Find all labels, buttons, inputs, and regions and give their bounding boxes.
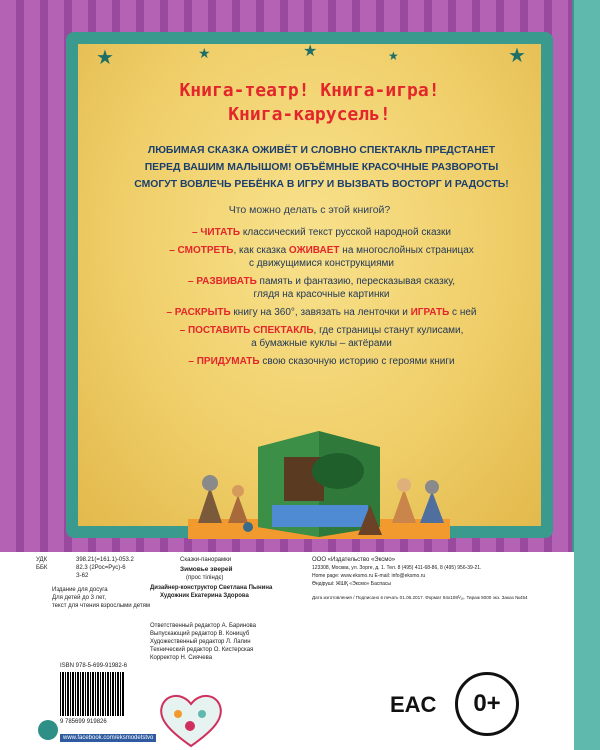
credit-line: Художественный редактор Л. Лапин <box>150 639 251 645</box>
author-code: З-62 <box>76 573 89 579</box>
eac-mark: EAC <box>390 692 437 717</box>
bbk-value: 82.3 (2Рос=Рус)-6 <box>76 565 126 571</box>
book-subtitle: (прос тіліндє) <box>186 575 224 581</box>
star-icon: ★ <box>508 45 526 67</box>
barcode <box>60 672 124 716</box>
feature-text: , где страницы станут кулисами, <box>313 325 464 336</box>
edition-note: Издание для досуга <box>52 587 108 593</box>
imprint-section <box>0 552 574 750</box>
intro-line: ЛЮБИМАЯ СКАЗКА ОЖИВЁТ И СЛОВНО СПЕКТАКЛЬ ПРЕДСТАНЕТ <box>147 145 496 156</box>
feature-text: , как сказка <box>233 245 289 256</box>
barcode-digits: 9 785699 919826 <box>60 719 107 725</box>
eksmo-logo <box>38 720 58 740</box>
isbn: ISBN 978-5-699-91982-6 <box>60 663 128 669</box>
publisher-site: Home page: www.eksmo.ru E-mail: info@eksmo.ru <box>312 573 426 579</box>
star-icon: ★ <box>303 43 318 60</box>
pop-up-book-illustration <box>188 427 450 539</box>
star-icon: ★ <box>198 45 211 61</box>
features-question: Что можно делать с этой книгой? <box>228 204 391 216</box>
feature-line <box>86 244 557 257</box>
feature-text: память и фантазию, пересказывая сказку, <box>256 276 455 287</box>
headline-line-2: Книга-карусель! <box>228 104 391 125</box>
spine <box>572 0 600 750</box>
info-panel <box>66 32 553 538</box>
publisher-name: ООО «Издательство «Эксмо» <box>312 557 396 563</box>
star-icon: ★ <box>388 49 399 63</box>
headline-line-1: Книга-театр! Книга-игра! <box>179 80 440 101</box>
udk-value: 398.21(=161.1)-053.2 <box>76 557 134 563</box>
feature-line <box>86 275 557 288</box>
kz-manufacturer: Өндіруші: ЖШҚ «Эксмо» Баспасы <box>312 581 391 587</box>
star-icon: ★ <box>96 47 114 69</box>
feature-keyword: – ПОСТАВИТЬ СПЕКТАКЛЬ <box>179 325 314 336</box>
feature-line <box>86 337 557 350</box>
age-note: Для детей до 3 лет, <box>52 595 107 601</box>
feature-text: с ней <box>449 307 477 318</box>
credit-line: Технический редактор О. Кистерская <box>150 647 254 653</box>
wolf-figure <box>198 487 222 523</box>
print-date: Дата изготовления / Подписано в печать 01.06.2017. Формат 84х108⅟₁₆. Тираж 5000 экз. Заказ №454 <box>312 595 528 600</box>
udk-label: УДК <box>36 557 48 563</box>
designer-credit: Дизайнер-конструктор Светлана Пынина <box>150 585 273 591</box>
facebook-link[interactable]: www.facebook.com/eksmodetstvo <box>60 734 156 742</box>
feature-line <box>86 288 557 301</box>
feature-line <box>86 306 557 319</box>
feature-text: книгу на 360°, завязать на ленточки и <box>230 307 411 318</box>
age-rating: 0+ <box>455 672 519 736</box>
feature-line <box>86 324 557 337</box>
intro-line: ПЕРЕД ВАШИМ МАЛЫШОМ! ОБЪЁМНЫЕ КРАСОЧНЫЕ РАЗВОРОТЫ <box>144 162 499 173</box>
feature-keyword: – ПРИДУМАТЬ <box>188 356 260 367</box>
age-note-2: текст для чтения взрослыми детям <box>52 603 151 609</box>
credit-line: Корректор Н. Сиячева <box>150 655 213 661</box>
feature-line <box>86 355 557 368</box>
bbk-label: ББК <box>36 565 48 571</box>
artist-credit: Художник Екатерина Здорова <box>160 593 249 599</box>
feature-line <box>86 226 557 239</box>
feature-keyword: – РАЗВИВАТЬ <box>188 276 257 287</box>
feature-keyword: – СМОТРЕТЬ <box>169 245 234 256</box>
publisher-address: 123308, Москва, ул. Зорге, д. 1. Тел. 8 (495) 411-68-86, 8 (495) 956-39-21. <box>312 565 482 571</box>
series-name: Сказки-панорамки <box>180 557 232 563</box>
feature-text: классический текст русской народной сказки <box>240 227 451 238</box>
feature-line <box>86 257 557 270</box>
heart-sticker-icon <box>158 692 224 748</box>
feature-text: а бумажные куклы – актёрами <box>251 338 392 349</box>
feature-keyword: – РАСКРЫТЬ <box>166 307 231 318</box>
feature-keyword: ОЖИВАЕТ <box>288 245 340 256</box>
credit-line: Выпускающий редактор В. Коницуб <box>150 631 250 637</box>
feature-text: свою сказочную историю с героями книги <box>259 356 455 367</box>
credit-line: Ответственный редактор А. Баринова <box>150 623 257 629</box>
book-title: Зимовье зверей <box>180 566 233 573</box>
feature-keyword: ИГРАТЬ <box>410 307 450 318</box>
feature-keyword: – ЧИТАТЬ <box>192 227 241 238</box>
intro-line: СМОГУТ ВОВЛЕЧЬ РЕБЁНКА В ИГРУ И ВЫЗВАТЬ ВОСТОРГ И РАДОСТЬ! <box>134 179 509 190</box>
feature-text: на многослойных страницах <box>339 245 474 256</box>
feature-text: глядя на красочные картинки <box>253 289 390 300</box>
feature-text: с движущимися конструкциями <box>249 258 394 269</box>
